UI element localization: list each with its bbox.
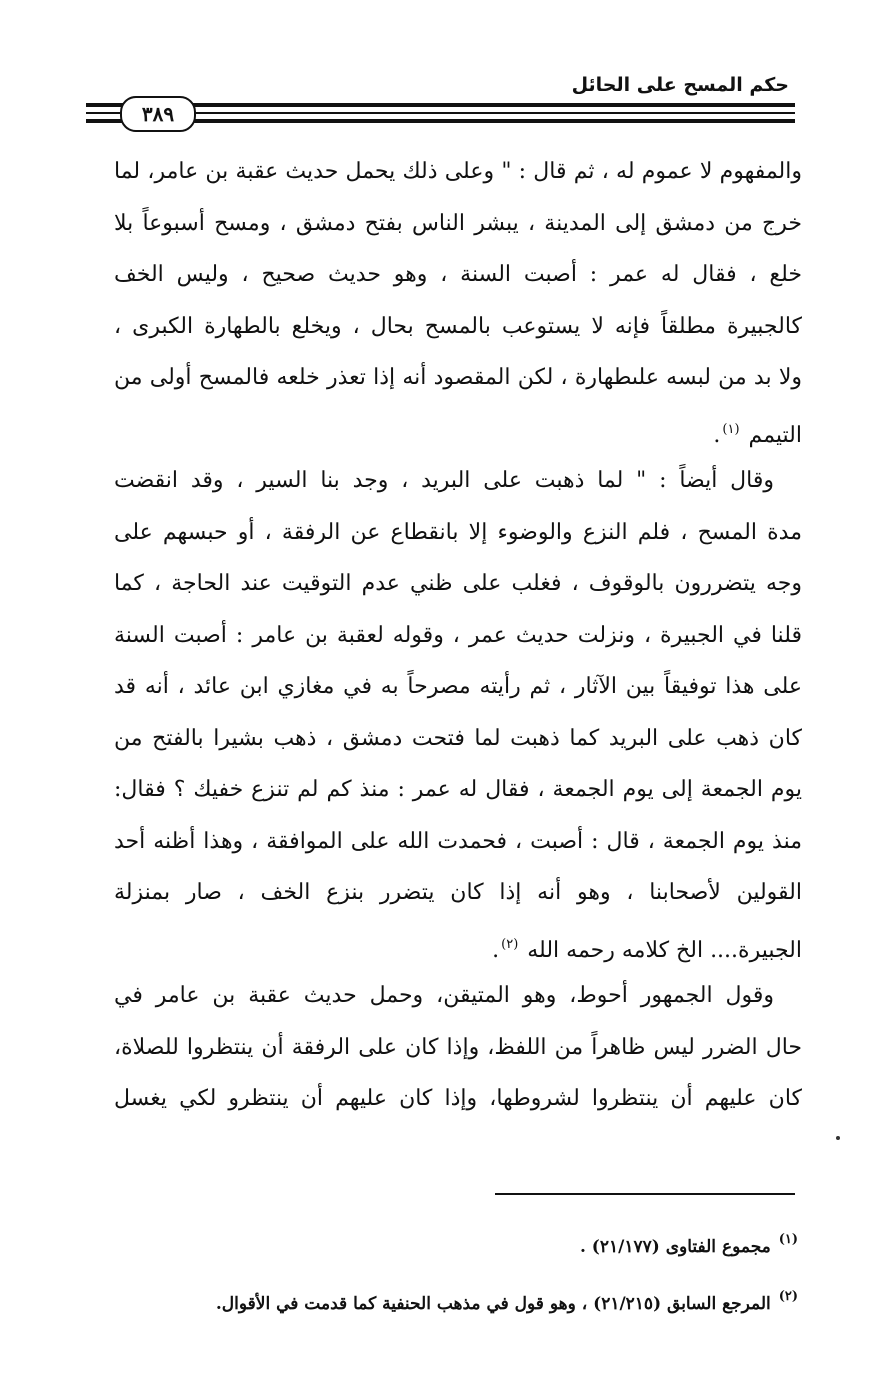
- text-line: مدة المسح ، فلم النزع والوضوء إلا بانقطاع عن الرفقة ، أو حبسهم على: [114, 519, 802, 545]
- paragraph-end-line: [114, 919, 802, 971]
- footnote-2: [100, 1272, 800, 1329]
- text-line: والمفهوم لا عموم له ، ثم قال : " وعلى ذلك يحمل حديث عقبة بن عامر، لما: [114, 159, 802, 184]
- paragraph-end-line: [114, 404, 802, 456]
- footnote-ref-2: (٢): [501, 936, 519, 952]
- text-line: حال الضرر ليس ظاهراً من اللفظ، وإذا كان على الرفقة أن ينتظروا للصلاة،: [114, 1034, 802, 1060]
- footnote-marker: (٢): [778, 1289, 798, 1304]
- text-line: وجه يتضررون بالوقوف ، فغلب على ظني عدم التوقيت عند الحاجة ، كما: [114, 571, 802, 596]
- text-fragment: الجبيرة.... الخ كلامه رحمه الله: [527, 937, 802, 963]
- text-line: يوم الجمعة إلى يوم الجمعة ، فقال له عمر : منذ كم لم تنزع خفيك ؟ فقال:: [114, 777, 802, 802]
- footnote-1: [100, 1215, 800, 1272]
- sentence-end: .: [492, 937, 500, 963]
- text-line: كالجبيرة مطلقاً فإنه لا يستوعب بالمسح بحال ، ويخلع بالطهارة الكبرى ،: [114, 313, 802, 339]
- page-number: ٣٨٩: [120, 96, 196, 132]
- text-line: القولين لأصحابنا ، وهو أنه إذا كان يتضرر بنزع الخف ، صار بمنزلة: [114, 880, 802, 905]
- footnote-text: المرجع السابق (٢١/٢١٥) ، وهو قول في مذهب الحنفية كما قدمت في الأقوال.: [215, 1294, 771, 1314]
- text-line: على هذا توفيقاً بين الآثار ، ثم رأيته مصرحاً به في مغازي ابن عائد ، أنه قد: [114, 674, 802, 699]
- text-line: خلع ، فقال له عمر : أصبت السنة ، وهو حديث صحيح ، وليس الخف: [114, 262, 802, 287]
- footnote-separator: [495, 1193, 795, 1195]
- footnote-marker: (١): [778, 1232, 798, 1247]
- text-line: وقول الجمهور أحوط، وهو المتيقن، وحمل حديث عقبة بن عامر في: [114, 983, 774, 1008]
- text-line: قلنا في الجبيرة ، ونزلت حديث عمر ، وقوله لعقبة بن عامر : أصبت السنة: [114, 622, 802, 648]
- main-text: [114, 146, 802, 1125]
- footnotes: [100, 1215, 800, 1329]
- text-line: خرج من دمشق إلى المدينة ، يبشر الناس بفتح دمشق ، ومسح أسبوعاً بلا: [114, 210, 802, 236]
- footnote-ref-1: (١): [722, 421, 740, 437]
- text-line: منذ يوم الجمعة ، قال : أصبت ، فحمدت الله على الموافقة ، وهذا أظنه أحد: [114, 828, 802, 854]
- text-line: وقال أيضاً : " لما ذهبت على البريد ، وجد بنا السير ، وقد انقضت: [114, 468, 774, 493]
- running-title: حكم المسح على الحائل: [571, 74, 789, 96]
- text-line: كان عليهم أن ينتظروا لشروطها، وإذا كان عليهم أن ينتظرو لكي يغسل: [114, 1086, 802, 1111]
- sentence-end: .: [713, 422, 721, 448]
- text-fragment: التيمم: [748, 422, 802, 448]
- footnote-text: مجموع الفتاوى (٢١/١٧٧) .: [579, 1237, 771, 1257]
- text-line: ولا بد من لبسه علىطهارة ، لكن المقصود أنه إذا تعذر خلعه فالمسح أولى من: [114, 365, 802, 390]
- scan-speck: [836, 1136, 840, 1140]
- text-line: كان ذهب على البريد كما ذهبت لما فتحت دمشق ، ذهب بشيرا بالفتح من: [114, 725, 802, 751]
